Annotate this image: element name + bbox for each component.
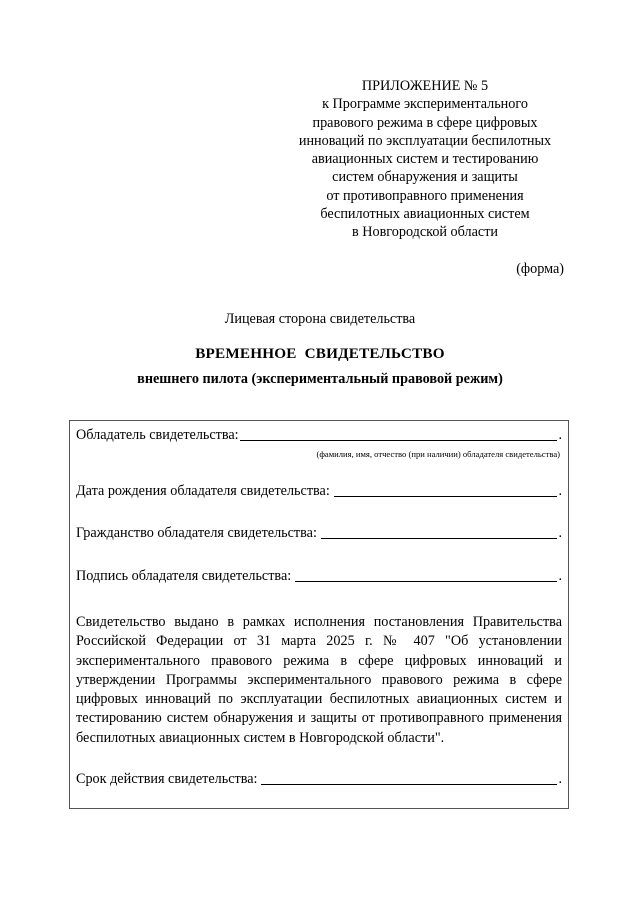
birth-date-label: Дата рождения обладателя свидетельства: bbox=[76, 483, 330, 499]
birth-date-field[interactable] bbox=[334, 484, 558, 497]
holder-field[interactable] bbox=[240, 428, 558, 441]
annex-line: систем обнаружения и защиты bbox=[332, 169, 518, 186]
citizenship-label: Гражданство обладателя свидетельства: bbox=[76, 525, 317, 541]
annex-line: в Новгородской области bbox=[352, 224, 498, 241]
signature-period: . bbox=[558, 568, 562, 584]
issued-paragraph: Свидетельство выдано в рамках исполнения постановления Правительства Российской Федерации от 31 марта 2025 г. № 407 "Об установлении экспериментального правового режима в сфере цифровых инноваций и утверждении Программы экспериментального правового режима в сфере цифровых инноваций по эксплуатации беспилотных авиационных систем и тестированию систем обнаружения и защиты от противоправного применения беспилотных авиационных систем в Новгородской области". bbox=[76, 614, 562, 746]
validity-period: . bbox=[558, 771, 562, 787]
annex-line: инноваций по эксплуатации беспилотных bbox=[298, 132, 552, 149]
holder-row bbox=[76, 427, 562, 444]
annex-line: от противоправного применения bbox=[326, 187, 524, 204]
holder-label: Обладатель свидетельства: bbox=[76, 427, 239, 443]
annex-line: беспилотных авиационных систем bbox=[320, 206, 530, 223]
holder-hint: (фамилия, имя, отчество (при наличии) обладателя свидетельства) bbox=[316, 449, 560, 459]
validity-row bbox=[76, 771, 562, 788]
citizenship-row bbox=[76, 525, 562, 542]
annex-line: правового режима в сфере цифровых bbox=[312, 114, 538, 131]
side-label: Лицевая сторона свидетельства bbox=[224, 311, 416, 327]
citizenship-field[interactable] bbox=[321, 526, 558, 539]
signature-row bbox=[76, 568, 562, 585]
annex-line: ПРИЛОЖЕНИЕ № 5 bbox=[361, 78, 489, 94]
holder-period: . bbox=[558, 427, 562, 443]
certificate-frame bbox=[69, 420, 569, 809]
signature-field[interactable] bbox=[295, 569, 557, 582]
certificate-title: ВРЕМЕННОЕ СВИДЕТЕЛЬСТВО bbox=[195, 345, 445, 362]
form-mark: (форма) bbox=[516, 261, 564, 277]
annex-line: авиационных систем и тестированию bbox=[311, 151, 539, 168]
annex-line: к Программе экспериментального bbox=[322, 96, 528, 113]
birth-date-period: . bbox=[558, 483, 562, 499]
certificate-subtitle: внешнего пилота (экспериментальный правовой режим) bbox=[137, 371, 503, 387]
citizenship-period: . bbox=[558, 525, 562, 541]
validity-label: Срок действия свидетельства: bbox=[76, 771, 258, 787]
signature-label: Подпись обладателя свидетельства: bbox=[76, 568, 292, 584]
annex-header bbox=[290, 77, 560, 242]
validity-field[interactable] bbox=[261, 772, 557, 785]
birth-date-row bbox=[76, 483, 562, 500]
